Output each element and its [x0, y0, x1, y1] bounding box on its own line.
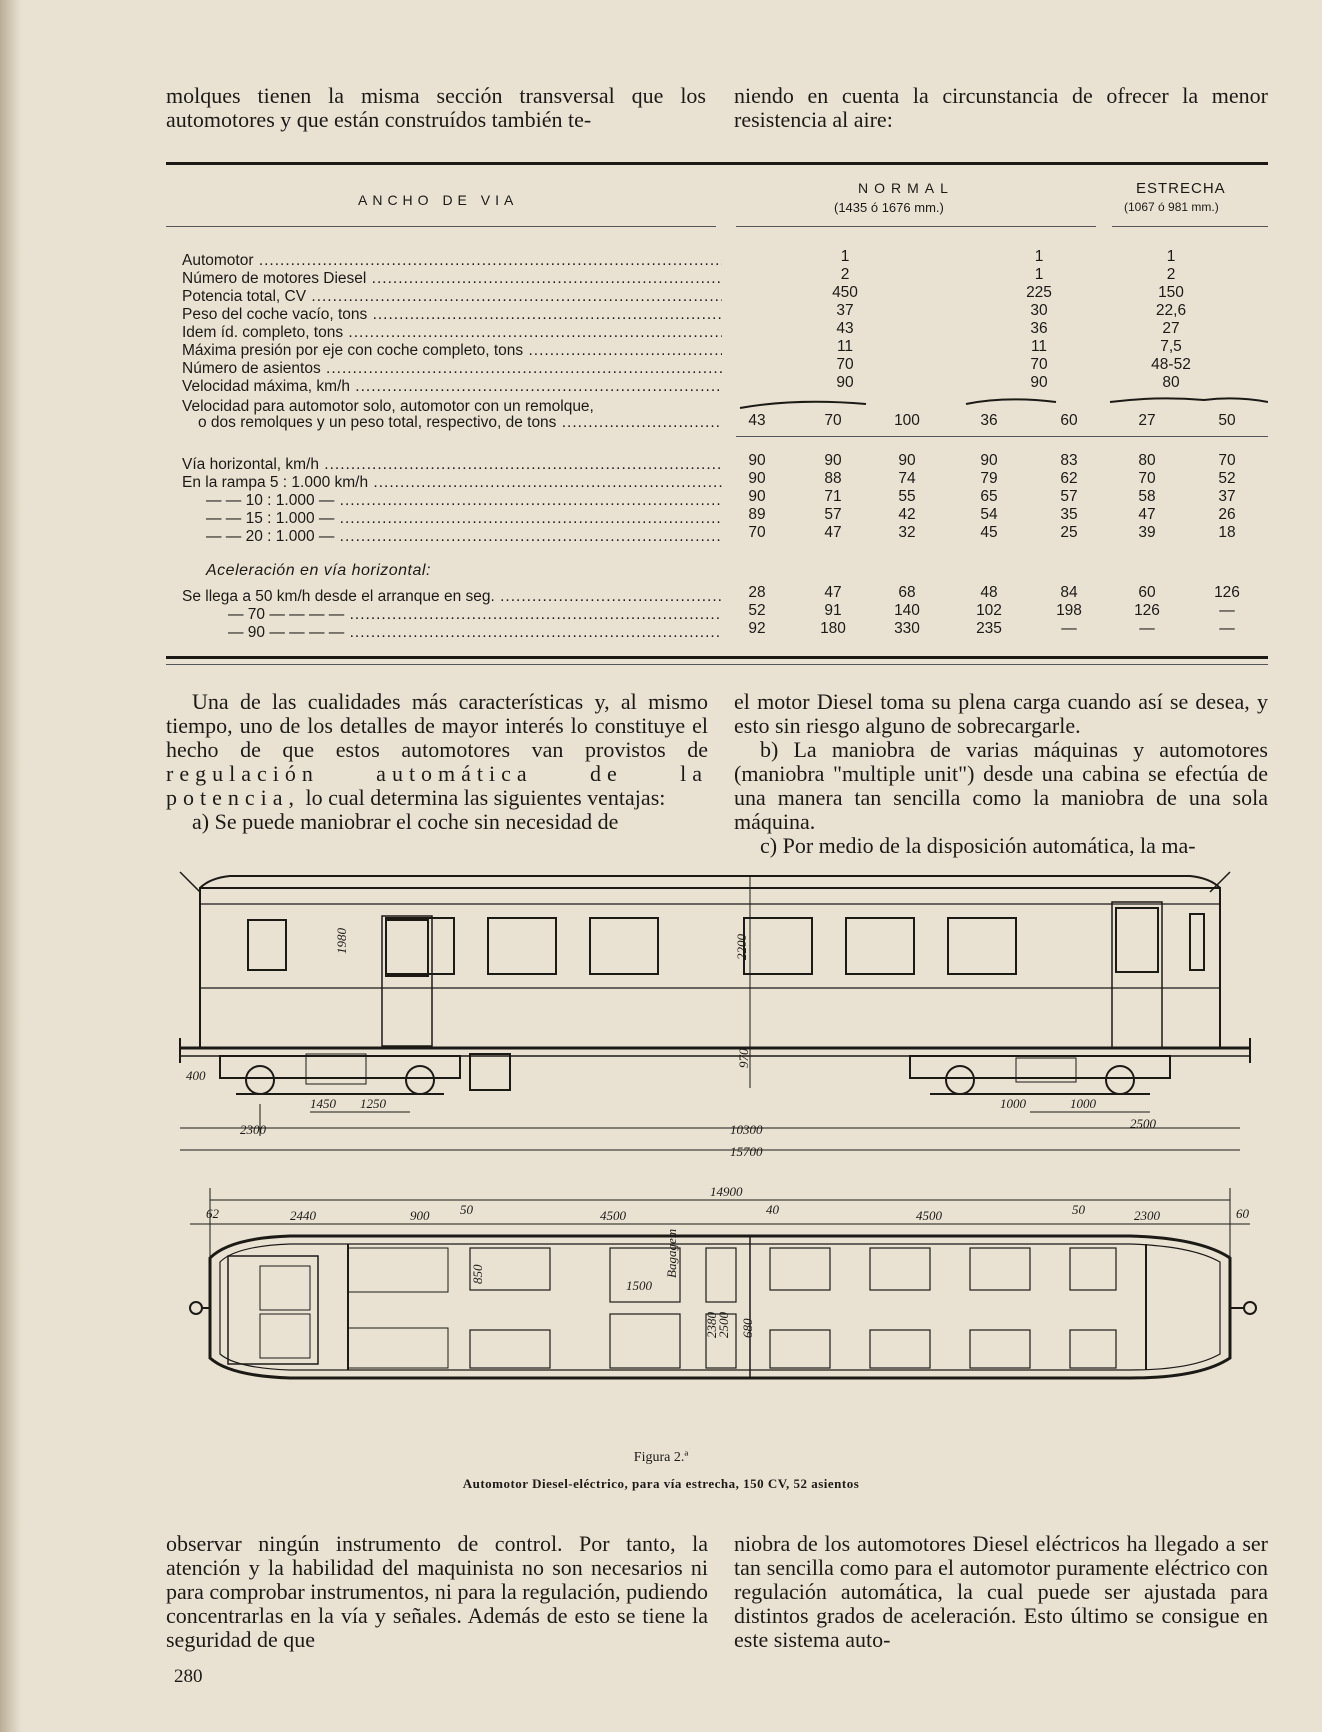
table-row: Peso del coche vacío, tons .....: [182, 306, 722, 324]
cell: 100: [894, 412, 920, 429]
cell: 37: [1218, 488, 1236, 505]
cell: 74: [898, 470, 916, 487]
cell: 70: [1218, 452, 1236, 469]
dim-400: 400: [186, 1068, 206, 1083]
header-divider: [736, 226, 1096, 227]
cell: —: [1139, 620, 1155, 637]
cell: 90: [898, 452, 916, 469]
dim-4500-a: 4500: [600, 1208, 626, 1223]
cell: 225: [1026, 284, 1052, 301]
dim-850-a: 850: [470, 1264, 485, 1284]
cell: 30: [1030, 302, 1048, 319]
dim-1000-a: 1000: [1000, 1096, 1026, 1111]
weight-underline: [736, 436, 1268, 437]
cell: 70: [824, 412, 842, 429]
cell: 11: [836, 338, 854, 355]
table-row: Número de motores Diesel .....: [182, 270, 722, 288]
bottom-right: niobra de los automotores Diesel eléctricos ha llegado a ser tan sencilla como para el automotor puramente eléctrico con regulación automática, la cual puede ser ajustada para distintos grados de aceleración. Esto último se consigue en este sistema auto-: [734, 1531, 1268, 1652]
cell: 36: [980, 412, 998, 429]
header-estrecha-sub: (1067 ó 981 mm.): [1124, 200, 1219, 214]
cell: 450: [832, 284, 858, 301]
cell: —: [1219, 602, 1235, 619]
table-bottom-rule: [166, 656, 1268, 659]
dim-14900: 14900: [710, 1184, 743, 1199]
cell: 7,5: [1160, 338, 1182, 355]
dim-970: 970: [736, 1048, 751, 1068]
cell: 90: [980, 452, 998, 469]
cell: 1: [1034, 248, 1044, 265]
table-row: Número de asientos .....: [182, 360, 722, 378]
cell: 180: [820, 620, 846, 637]
cell: 2: [1166, 266, 1176, 283]
cell: 52: [748, 602, 766, 619]
header-estrecha: ESTRECHA: [1136, 180, 1226, 197]
table-row: — 90 — — — — .....: [182, 624, 722, 642]
cell: 26: [1218, 506, 1236, 523]
dim-1250: 1250: [360, 1096, 386, 1111]
table-bottom-rule-2: [166, 664, 1268, 665]
table-row: Máxima presión por eje con coche completo, tons .....: [182, 342, 722, 360]
table-row: Idem íd. completo, tons .....: [182, 324, 722, 342]
dim-680: 680: [740, 1318, 755, 1338]
table-row: — — 10 : 1.000 — .....: [182, 492, 722, 510]
dim-62: 62: [206, 1206, 219, 1221]
table-row: Potencia total, CV .....: [182, 288, 722, 306]
cell: 70: [748, 524, 766, 541]
dim-2300-plan: 2300: [1134, 1208, 1160, 1223]
cell: 65: [980, 488, 998, 505]
table-row: Velocidad para automotor solo, automotor con un remolque,: [182, 398, 594, 415]
cell: 2: [840, 266, 850, 283]
railcar-drawing: [170, 858, 1270, 1448]
cell: 90: [824, 452, 842, 469]
cell: 52: [1218, 470, 1236, 487]
dim-1500: 1500: [626, 1278, 652, 1293]
table-row: Vía horizontal, km/h .....: [182, 456, 722, 474]
cell: 39: [1138, 524, 1156, 541]
dim-10300: 10300: [730, 1122, 763, 1137]
cell: 43: [836, 320, 854, 337]
cell: 47: [824, 524, 842, 541]
cell: 11: [1030, 338, 1048, 355]
cell: 28: [748, 584, 766, 601]
cell: 48: [980, 584, 998, 601]
cell: 27: [1162, 320, 1180, 337]
bagagem-label: Bagagem: [664, 1228, 679, 1278]
cell: 90: [748, 488, 766, 505]
table-row: — — 15 : 1.000 — .....: [182, 510, 722, 528]
table-row: Velocidad máxima, km/h .....: [182, 378, 722, 396]
cell: 42: [898, 506, 916, 523]
table-row: Se llega a 50 km/h desde el arranque en seg. .....: [182, 588, 722, 606]
cell: 18: [1218, 524, 1236, 541]
dim-2380: 2380: [704, 1312, 719, 1338]
dim-2440: 2440: [290, 1208, 316, 1223]
cell: 150: [1158, 284, 1184, 301]
dim-2300: 2300: [240, 1122, 266, 1137]
cell: 68: [898, 584, 916, 601]
top-text-left: molques tienen la misma sección transversal que los automotores y que están construídos también te-: [166, 83, 706, 132]
cell: 90: [748, 470, 766, 487]
bottom-left: observar ningún instrumento de control. Por tanto, la atención y la habilidad del maquinista no son necesarios ni para comprobar instrumentos, ni para la regulación, pudiendo concentrarlas en la vía y señales. Además de esto se tiene la seguridad de que: [166, 1531, 708, 1652]
cell: 90: [836, 374, 854, 391]
dim-1980: 1980: [334, 928, 349, 954]
header-divider: [1112, 226, 1268, 227]
dim-1450: 1450: [310, 1096, 336, 1111]
cell: 37: [836, 302, 854, 319]
cell: 54: [980, 506, 998, 523]
cell: —: [1219, 620, 1235, 637]
table-top-rule: [166, 162, 1268, 165]
header-normal-sub: (1435 ó 1676 mm.): [834, 200, 944, 215]
weight-dividers: [736, 396, 1268, 412]
cell: 60: [1138, 584, 1156, 601]
cell: 35: [1060, 506, 1078, 523]
cell: 126: [1134, 602, 1160, 619]
cell: 60: [1060, 412, 1078, 429]
accel-title: Aceleración en vía horizontal:: [206, 562, 431, 579]
cell: 48-52: [1151, 356, 1191, 373]
cell: 1: [840, 248, 850, 265]
cell: 1: [1034, 266, 1044, 283]
cell: 80: [1138, 452, 1156, 469]
cell: 25: [1060, 524, 1078, 541]
header-ancho: ANCHO DE VIA: [358, 192, 519, 208]
dim-1000-b: 1000: [1070, 1096, 1096, 1111]
header-normal: NORMAL: [858, 180, 954, 196]
dim-50-a: 50: [460, 1202, 473, 1217]
cell: 89: [748, 506, 766, 523]
figure-caption: Automotor Diesel-eléctrico, para vía estrecha, 150 CV, 52 asientos: [462, 1476, 860, 1491]
dim-4500-b: 4500: [916, 1208, 942, 1223]
cell: 1: [1166, 248, 1176, 265]
cell: 45: [980, 524, 998, 541]
cell: 80: [1162, 374, 1180, 391]
cell: 55: [898, 488, 916, 505]
dim-2500: 2500: [1130, 1116, 1156, 1131]
cell: 57: [1060, 488, 1078, 505]
cell: 84: [1060, 584, 1078, 601]
cell: —: [1061, 620, 1077, 637]
dim-40: 40: [766, 1202, 779, 1217]
top-text-right: niendo en cuenta la circunstancia de ofrecer la menor resistencia al aire:: [734, 83, 1268, 132]
body-left: Una de las cualidades más características y, al mismo tiempo, uno de los detalles de mayor interés lo constituye el hecho de que estos automotores van provistos de regulación automática de la potencia, lo cual determina las siguientes ventajas: a) Se puede maniobrar el coche sin necesidad de: [166, 689, 708, 834]
page-number: 280: [174, 1666, 203, 1687]
body-right: el motor Diesel toma su plena carga cuando así se desea, y esto sin riesgo alguno de sobrecargarle. b) La maniobra de varias máquinas y automotores (maniobra "multiple unit") desde una cabina se efectúa de una manera tan sencilla como la maniobra de una sola máquina. c) Por medio de la disposición automática, la ma-: [734, 689, 1268, 858]
table-row: En la rampa 5 : 1.000 km/h .....: [182, 474, 722, 492]
dim-2200: 2200: [734, 934, 749, 960]
cell: 47: [1138, 506, 1156, 523]
dim-50-b: 50: [1072, 1202, 1085, 1217]
cell: 71: [824, 488, 842, 505]
dim-900: 900: [410, 1208, 430, 1223]
cell: 22,6: [1155, 302, 1187, 319]
cell: 92: [748, 620, 766, 637]
cell: 47: [824, 584, 842, 601]
cell: 32: [898, 524, 916, 541]
cell: 90: [748, 452, 766, 469]
cell: 70: [1030, 356, 1048, 373]
cell: 198: [1056, 602, 1082, 619]
table-row: Automotor .....: [182, 252, 722, 270]
table-row: o dos remolques y un peso total, respectivo, de tons .....: [198, 414, 722, 432]
cell: 83: [1060, 452, 1078, 469]
cell: 70: [836, 356, 854, 373]
cell: 27: [1138, 412, 1156, 429]
cell: 91: [824, 602, 842, 619]
dim-60: 60: [1236, 1206, 1249, 1221]
cell: 79: [980, 470, 998, 487]
dim-15700: 15700: [730, 1144, 763, 1159]
cell: 43: [748, 412, 766, 429]
cell: 90: [1030, 374, 1048, 391]
cell: 57: [824, 506, 842, 523]
page-edge: [0, 0, 22, 1732]
table-row: — — 20 : 1.000 — .....: [182, 528, 722, 546]
cell: 88: [824, 470, 842, 487]
table-row: — 70 — — — — .....: [182, 606, 722, 624]
cell: 58: [1138, 488, 1156, 505]
header-divider: [166, 226, 716, 227]
cell: 126: [1214, 584, 1240, 601]
cell: 330: [894, 620, 920, 637]
cell: 50: [1218, 412, 1236, 429]
cell: 62: [1060, 470, 1078, 487]
cell: 36: [1030, 320, 1048, 337]
cell: 140: [894, 602, 920, 619]
cell: 102: [976, 602, 1002, 619]
dim-2500-plan: 2500: [716, 1312, 731, 1338]
cell: 70: [1138, 470, 1156, 487]
cell: 235: [976, 620, 1002, 637]
figure-number: Figura 2.ª: [633, 1450, 689, 1465]
